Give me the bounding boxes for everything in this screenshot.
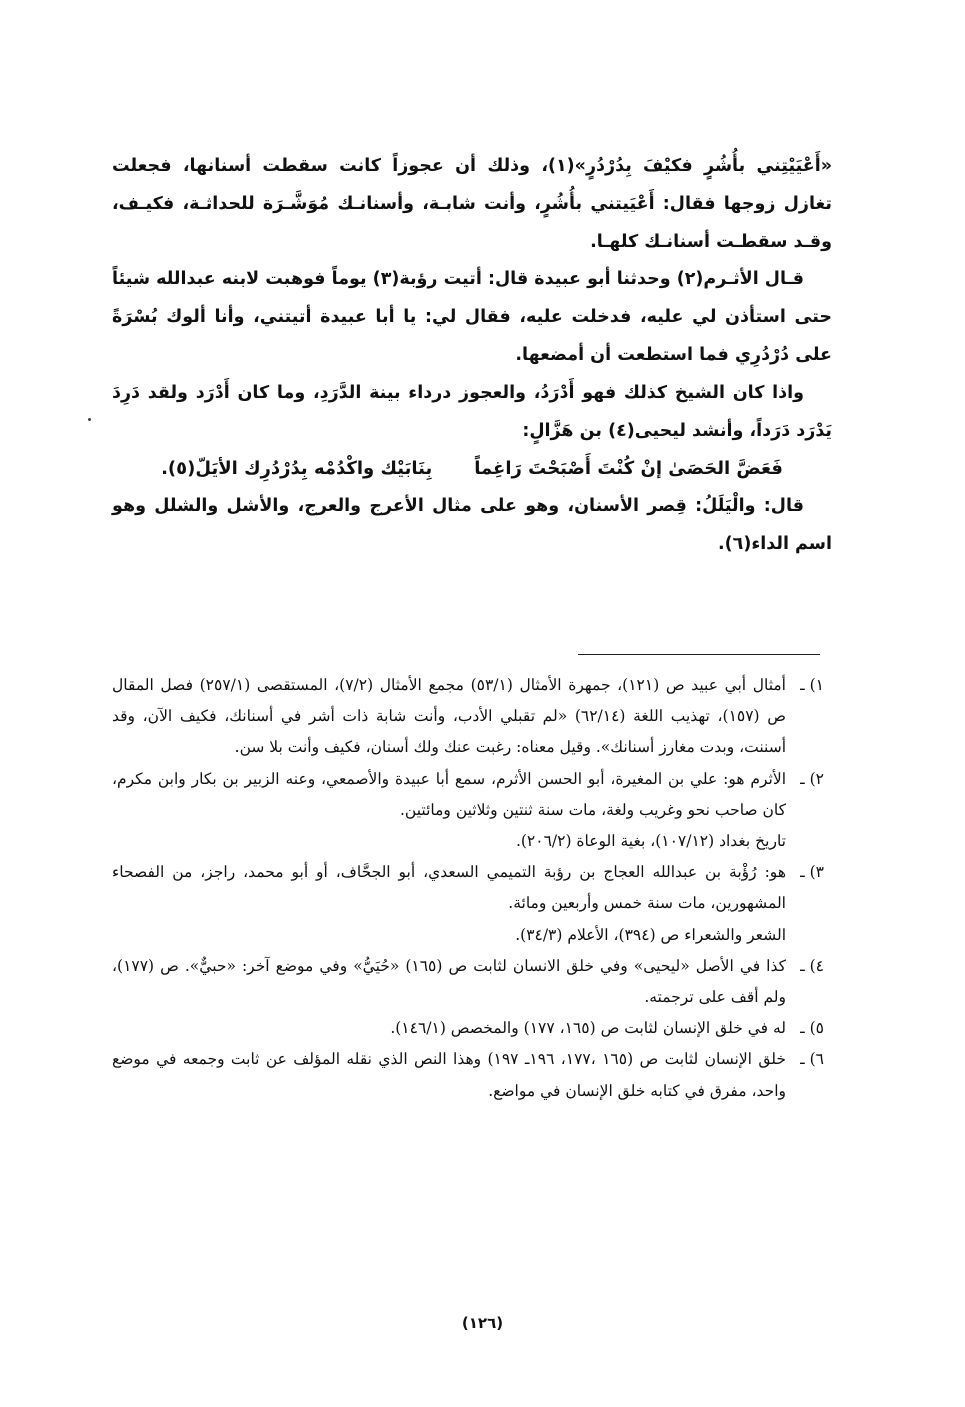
footnote-6 <box>112 1044 824 1106</box>
paragraph-4: قال: والْيَلَلُ: قِصر الأسنان، وهو على مثال الأعرج والعرج، والأشل والشلل وهو اسم الداء(٦). <box>112 496 832 554</box>
footnote-1 <box>112 670 824 764</box>
footnote-number: ٢) ـ <box>800 769 824 788</box>
main-body-text <box>112 148 832 564</box>
verse-hemistich-second: بِنَابَيْك واكْدُمْه بِدُرْدُرِك الأيَلّ(٥). <box>161 458 433 480</box>
footnote-source: الشعر والشعراء ص (٣٩٤)، الأعلام (٣٤/٣). <box>515 925 786 944</box>
footnote-text: له في خلق الإنسان لثابت ص (١٦٥، ١٧٧) والمخصص (١٤٦/١). <box>390 1019 786 1038</box>
footnote-number: ٣) ـ <box>800 863 824 882</box>
footnotes-section <box>112 670 824 1107</box>
scan-speck <box>88 418 91 421</box>
footnote-number: ٦) ـ <box>800 1050 824 1069</box>
footnote-number: ٤) ـ <box>800 956 824 975</box>
footnote-source: تاريخ بغداد (١٠٧/١٢)، بغية الوعاة (٢٠٦/٢). <box>515 832 786 851</box>
footnote-4 <box>112 951 824 1013</box>
footnote-text: هو: رُؤْبة بن عبدالله العجاج بن رؤبة التميمي السعدي، أبو الجحَّاف، أو أبو محمد، راجز، من الفصحاء المشهورين، مات سنة خمس وأربعين ومائة. <box>112 863 786 913</box>
footnote-number: ٥) ـ <box>800 1019 824 1038</box>
footnote-text: الأثرم هو: علي بن المغيرة، أبو الحسن الأثرم، سمع أبا عبيدة والأصمعي، وعنه الزبير بن بكار وابن مكرم، كان صاحب نحو وغريب ولغة، مات سنة ثنتين وثلاثين ومائتين. <box>112 769 786 819</box>
footnote-text: أمثال أبي عبيد ص (١٢١)، جمهرة الأمثال (٥٣/١) مجمع الأمثال (٧/٢)، المستقصى (٢٥٧/١) فصل المقال ص (١٥٧)، تهذيب اللغة (٦٢/١٤) «لم تقبلي الأدب، وأنت شابة ذات أشر في أسنانك، فكيف الآن، وقد أسننت، وبدت مغارز أسنانك». وقيل معناه: رغبت عنك ولك أسنان، فكيف وأنت بلا سن. <box>112 676 786 757</box>
footnote-text: خلق الإنسان لثابت ص (١٦٥ ،١٧٧، ١٩٦ـ ١٩٧) وهذا النص الذي نقله المؤلف عن ثابت وجمعه في موضع واحد، مفرق في كتابه خلق الإنسان في مواضع. <box>112 1050 786 1100</box>
footnote-text: كذا في الأصل «ليحيى» وفي خلق الانسان لثابت ص (١٦٥) «حُيَيُّ» وفي موضع آخر: «حبيٌّ». ص (١٧٧)، ولم أقف على ترجمته. <box>112 956 786 1007</box>
paragraph-3: واذا كان الشيخ كذلك فهو أَدْرَدُ، والعجوز درداء بينة الدَّرَدِ، وما كان أَدْرَد ولقد دَرِدَ يَدْرَد دَرَداً، وأنشد ليحيى(٤) بن هَزَّالٍ: <box>112 382 832 441</box>
footnote-number: ١) ـ <box>800 676 824 694</box>
footnote-2 <box>112 764 824 858</box>
verse-hemistich-first: فَعَضَّ الحَصَىٰ إنْ كُنْتَ أَصْبَحْتَ رَاغِماً <box>474 458 783 480</box>
paragraph-2: قـال الأثـرم(٢) وحدثنا أبو عبيدة قال: أتيت رؤبة(٣) يوماً فوهبت لابنه عبدالله شيئاً حتى استأذن لي عليه، فدخلت عليه، فقال لي: يا أبا عبيدة أتيتني، وأنا ألوك بُسْرَةً على دُرْدُرِي فما استطعت أن أمضعها. <box>112 269 832 365</box>
paragraph-1: «أَعْيَيْتِني بأُشُرٍ فكيْفَ بِدُرْدُرٍ»(١)، وذلك أن عجوزاً كانت سقطت أسنانها، فجعلت تغازل زوجها فقال: أَعْيَيتني بأُشُرٍ، وأنت شابـة، وأسنانـك مُوَشَّـرَة للحداثـة، فكيـف، وقـد سقطـت أسنانـك كلهـا. <box>112 156 832 252</box>
page-number: (١٢٦) <box>461 1314 504 1332</box>
poetry-verse <box>112 450 832 488</box>
footnote-separator <box>578 654 820 655</box>
footnote-3 <box>112 857 824 951</box>
footnote-5 <box>112 1013 824 1044</box>
